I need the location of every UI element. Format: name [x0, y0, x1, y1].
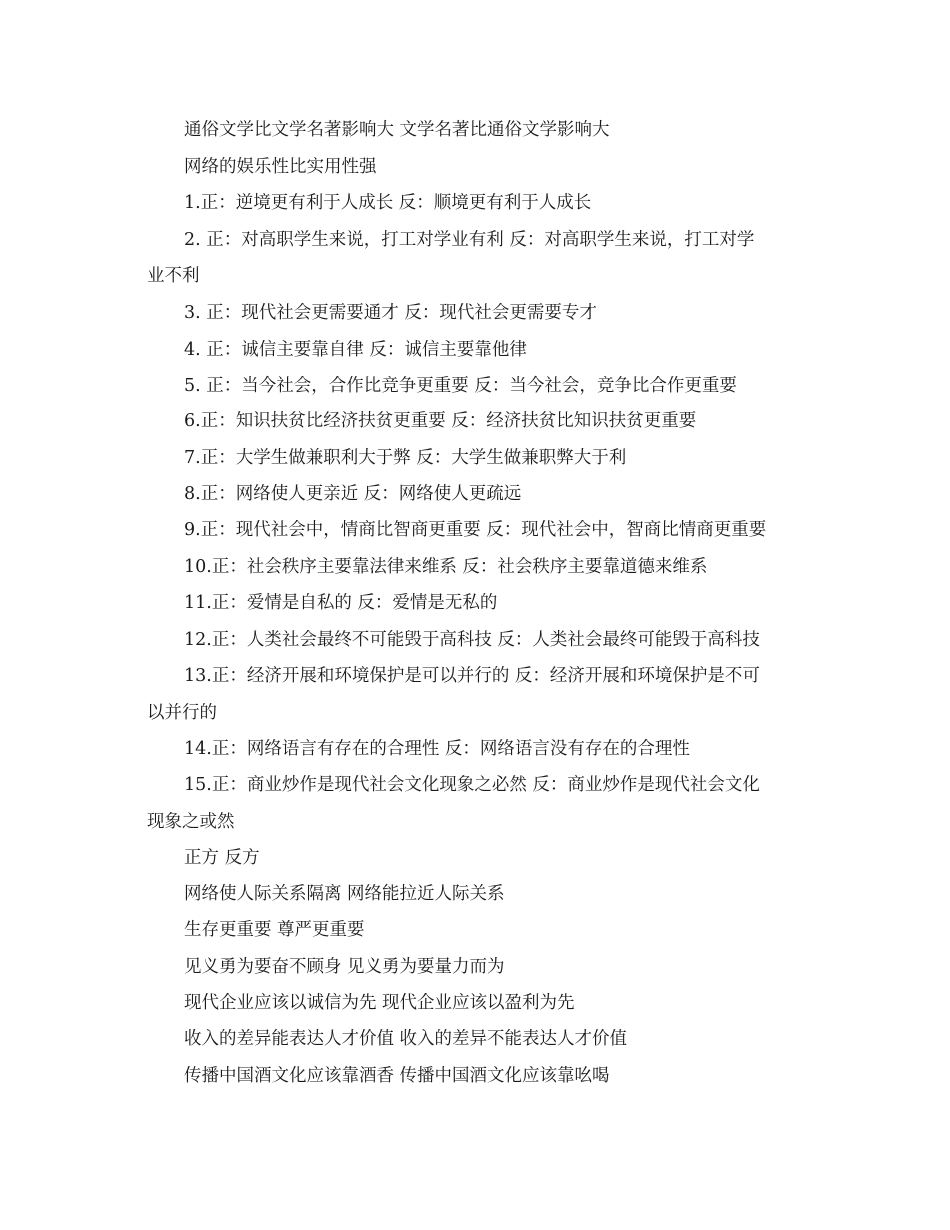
debate-topic-10: 10.正：社会秩序主要靠法律来维系 反：社会秩序主要靠道德来维系	[184, 557, 708, 577]
text-line: 通俗文学比文学名著影响大 文学名著比通俗文学影响大	[184, 120, 610, 140]
debate-topic-13-continued: 以并行的	[147, 703, 217, 723]
debate-topic-8: 8.正：网络使人更亲近 反：网络使人更疏远	[184, 484, 522, 504]
debate-topic-6: 6.正：知识扶贫比经济扶贫更重要 反：经济扶贫比知识扶贫更重要	[184, 411, 697, 431]
debate-topic-2-continued: 业不利	[147, 266, 200, 286]
debate-topic-12: 12.正：人类社会最终不可能毁于高科技 反：人类社会最终可能毁于高科技	[184, 630, 760, 650]
text-line: 传播中国酒文化应该靠酒香 传播中国酒文化应该靠吆喝	[184, 1066, 610, 1086]
text-line: 生存更重要 尊严更重要	[184, 920, 365, 940]
text-line: 网络使人际关系隔离 网络能拉近人际关系	[184, 884, 505, 904]
debate-topic-3: 3. 正：现代社会更需要通才 反：现代社会更需要专才	[184, 303, 597, 323]
debate-topic-15-continued: 现象之或然	[147, 812, 235, 832]
debate-topic-14: 14.正：网络语言有存在的合理性 反：网络语言没有存在的合理性	[184, 739, 690, 759]
text-line: 现代企业应该以诚信为先 现代企业应该以盈利为先	[184, 993, 575, 1013]
debate-topic-13: 13.正：经济开展和环境保护是可以并行的 反：经济开展和环境保护是不可	[184, 666, 760, 686]
debate-topic-2: 2. 正：对高职学生来说，打工对学业有利 反：对高职学生来说，打工对学	[184, 230, 755, 250]
debate-topic-4: 4. 正：诚信主要靠自律 反：诚信主要靠他律	[184, 340, 527, 360]
text-line: 收入的差异能表达人才价值 收入的差异不能表达人才价值	[184, 1029, 628, 1049]
debate-topic-15: 15.正：商业炒作是现代社会文化现象之必然 反：商业炒作是现代社会文化	[184, 775, 760, 795]
sides-heading: 正方 反方	[184, 848, 260, 868]
debate-topic-5: 5. 正：当今社会，合作比竞争更重要 反：当今社会，竞争比合作更重要	[184, 376, 737, 396]
debate-topic-9: 9.正：现代社会中，情商比智商更重要 反：现代社会中，智商比情商更重要	[184, 520, 767, 540]
text-line: 网络的娱乐性比实用性强	[184, 157, 377, 177]
text-line: 见义勇为要奋不顾身 见义勇为要量力而为	[184, 957, 505, 977]
debate-topic-11: 11.正：爱情是自私的 反：爱情是无私的	[184, 593, 498, 613]
debate-topic-7: 7.正：大学生做兼职利大于弊 反：大学生做兼职弊大于利	[184, 448, 627, 468]
debate-topic-1: 1.正：逆境更有利于人成长 反：顺境更有利于人成长	[184, 193, 592, 213]
